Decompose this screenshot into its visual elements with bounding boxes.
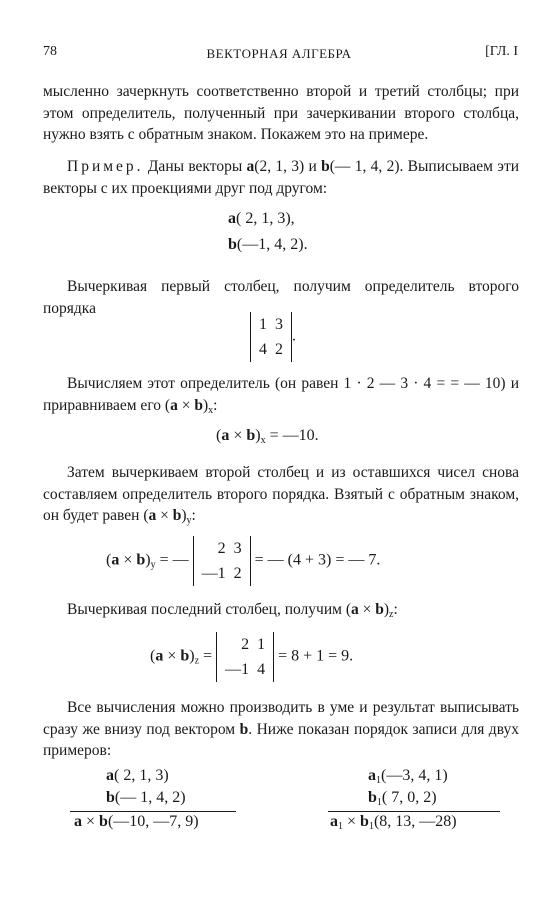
vector-a: a [246, 158, 255, 175]
vector-a-display: a( 2, 1, 3), [228, 210, 295, 227]
chapter-label: [ГЛ. I [485, 44, 518, 59]
example-left-rule [70, 811, 236, 812]
paragraph-3: Вычеркивая первый столбец, получим определитель второго порядка [43, 278, 519, 317]
paragraph-4: Вычисляем этот определитель (он равен 1 · 2 — 3 · 4 = = — 10) и приравниваем его $(a \times b)_x$: [43, 375, 519, 416]
equation-x: $(a \times b)_x$ = —10. [216, 427, 319, 446]
running-title: ВЕКТОРНАЯ АЛГЕБРА [206, 46, 352, 61]
paragraph-7: Все вычисления можно производить в уме и результат выписывать сразу же внизу под вектором b. Ниже показан порядок записи для двух примеров: [43, 699, 519, 759]
determinant-1: 1 3 4 2 . [250, 312, 296, 362]
example-right-row-b: $b_1$( 7, 0, 2) [368, 789, 437, 808]
example-left-result: a × b(—10, —7, 9) [74, 813, 199, 830]
paragraph-2: Пример. Даны векторы a(2, 1, 3) и b(— 1, 4, 2). Выписываем эти векторы с их проекциями друг под другом: [43, 158, 520, 197]
example-right-rule [328, 811, 500, 812]
paragraph-1: мысленно зачеркнуть соответственно второй и третий столбцы; при этом определитель, полученный при зачеркивании второго столбца, нужно взять с обратным знаком. Покажем это на примере. [43, 83, 519, 143]
vector-b: b [321, 158, 330, 175]
example-right-row-a: $a_1(—3$, 4, 1) [368, 767, 448, 786]
equation-z: $(a \times b)_z$ = 2 1 —1 4 = 8 + 1 = 9. [150, 632, 353, 682]
determinant-y: 2 3 —1 2 [193, 536, 251, 586]
vector-b-display: b(—1, 4, 2). [228, 236, 308, 253]
example-lead: Пример. [67, 158, 144, 175]
page-number: 78 [43, 44, 57, 59]
example-left-row-b: b(— 1, 4, 2) [106, 789, 186, 806]
paragraph-5: Затем вычеркиваем второй столбец и из оставшихся чисел снова составляем определитель второго порядка. Взятый с обратным знаком, он будет равен $(a \times b)_y$: [43, 464, 519, 526]
paragraph-6: Вычеркивая последний столбец, получим $(a \times b)_z$: [67, 601, 398, 620]
equation-y: $(a \times b)_y$ = — 2 3 —1 2 = — (4 + 3) = — 7. [106, 536, 380, 586]
example-right-result: $a_1 \times b_1(8$, 13, —28) [330, 813, 457, 832]
determinant-z: 2 1 —1 4 [216, 632, 274, 682]
example-left-row-a: a( 2, 1, 3) [106, 767, 169, 784]
